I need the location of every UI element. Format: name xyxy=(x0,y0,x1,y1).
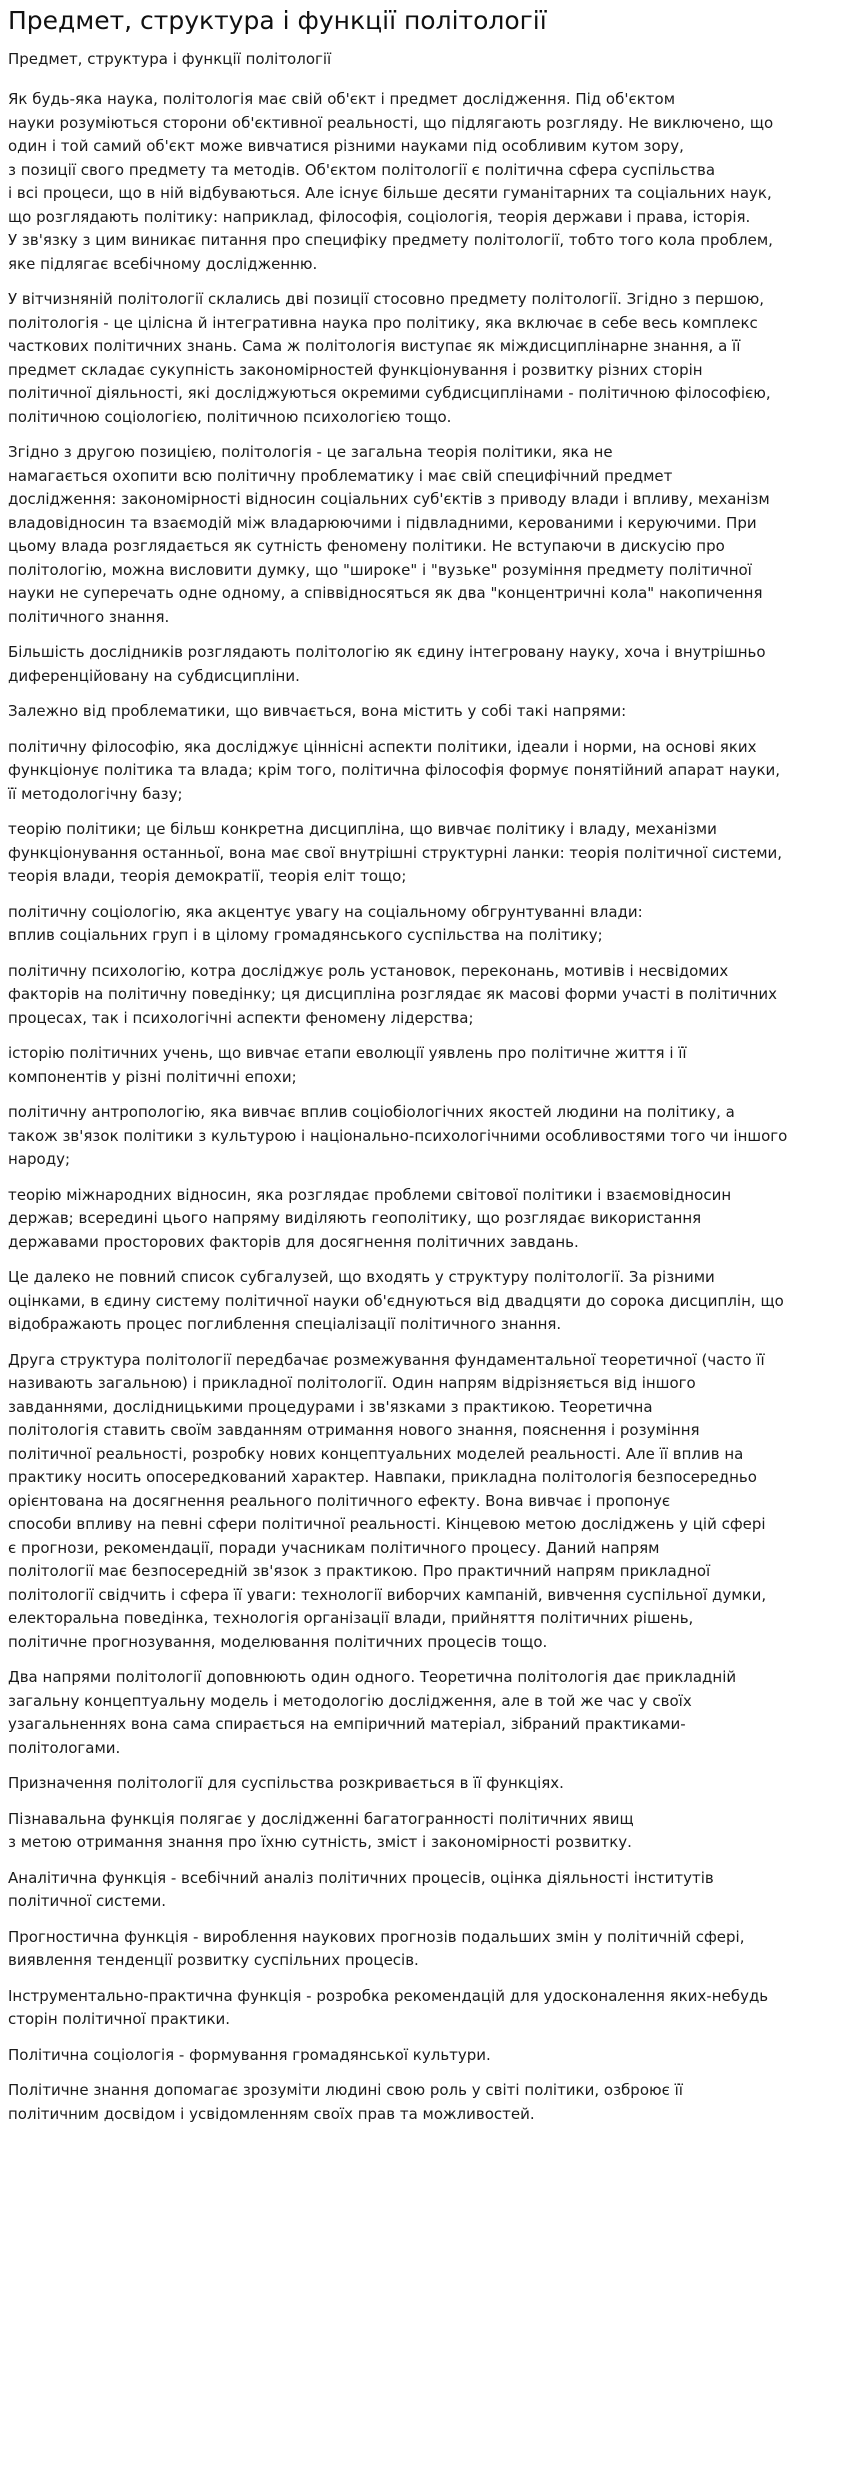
paragraph-international-relations: теорію міжнародних відносин, яка розглядає проблеми світової політики і взаємовідносин держав; всередині цього напряму виділяють геополітику, що розглядає використання державами просторових факторів для досягнення політичних завдань. xyxy=(8,1185,732,1251)
page-title: Предмет, структура і функції політології xyxy=(8,6,547,35)
article-subtitle: Предмет, структура і функції політології xyxy=(8,50,332,68)
paragraph-integrated-science: Більшість дослідників розглядають політологію як єдину інтегровану науку, хоча і внутрішньо диференційовану на субдисципліни. xyxy=(8,643,766,685)
paragraph-theory-of-politics: теорію політики; це більш конкретна дисципліна, що вивчає політику і владу, механізми функціонування останньої, вона має свої внутрішні структурні ланки: теорія політичної системи, теорія влади, теорія демократії, теорія еліт тощо; xyxy=(8,820,783,885)
paragraph-instrumental-function: Інструментально-практична функція - розробка рекомендацій для удосконалення яких-небудь сторін політичної практики. xyxy=(8,1986,769,2028)
paragraph-object-of-science: Як будь-яка наука, політологія має свій об'єкт і предмет дослідження. Під об'єктом науки розуміються сторони об'єктивної реальності, що підлягають розгляду. Не виключено, що один і той самий об'єкт може вивчатися різними науками під особливим кутом зору, з позиції свого предмету та методів. Об'єктом політології є політична сфера суспільства і всі процеси, що в ній відбуваються. Але існує більше десяти гуманітарних та соціальних наук, що розглядають політику: наприклад, філософія, соціологія, теорія держави і права, історія. У зв'язку з цим виникає питання про специфіку предмету політології, тобто того кола проблем, яке підлягає всебічному дослідженню. xyxy=(8,90,774,273)
paragraph-directions-intro: Залежно від проблематики, що вивчається, вона містить у собі такі напрями: xyxy=(8,702,627,720)
paragraph-political-anthropology: політичну антропологію, яка вивчає вплив соціобіологічних якостей людини на політику, а також зв'язок політики з культурою і національно-психологічними особливостями того чи іншого народу; xyxy=(8,1103,788,1168)
paragraph-subfields-list: Це далеко не повний список субгалузей, що входять у структуру політології. За різними оцінками, в єдину систему політичної науки об'єднуються від двадцяти до сорока дисциплін, що відображають процес поглиблення спеціалізації політичного знання. xyxy=(8,1268,784,1333)
paragraph-history-of-teachings: історію політичних учень, що вивчає етапи еволюції уявлень про політичне життя і її компонентів у різні політичні епохи; xyxy=(8,1044,687,1086)
paragraph-first-position: У вітчизняній політології склались дві позиції стосовно предмету політології. Згідно з першою, політологія - це цілісна й інтегративна наука про політику, яка включає в себе весь комплекс часткових політичних знань. Сама ж політологія виступає як міждисциплінарне знання, а її предмет складає сукупність закономірностей функціонування і розвитку різних сторін політичної діяльності, які досліджуються окремими субдисциплінами - політичною філософією, політичною соціологією, політичною психологією тощо. xyxy=(8,290,771,426)
paragraph-second-position: Згідно з другою позицією, політологія - це загальна теорія політики, яка не намагається охопити всю політичну проблематику і має свій специфічний предмет дослідження: закономірності відносин соціальних суб'єктів з приводу влади і впливу, механізм владовідносин та взаємодій між владарюючими і підвладними, керованими і керуючими. При цьому влада розглядається як сутність феномену політики. Не вступаючи в дискусію про політологію, можна висловити думку, що "широке" і "вузьке" розуміння предмету політичної науки не суперечать одне одному, а співвідносяться як два "концентричні кола" накопичення політичного знання. xyxy=(8,443,770,626)
paragraph-analytical-function: Аналітична функція - всебічний аналіз політичних процесів, оцінка діяльності інститутів політичної системи. xyxy=(8,1868,714,1910)
paragraph-purpose: Призначення політології для суспільства розкривається в її функціях. xyxy=(8,1774,564,1792)
paragraph-political-philosophy: політичну філософію, яка досліджує ціннісні аспекти політики, ідеали і норми, на основі яких функціонує політика та влада; крім того, політична філософія формує понятійний апарат науки, її методологічну базу; xyxy=(8,737,781,803)
paragraph-political-knowledge: Політичне знання допомагає зрозуміти людині свою роль у світі політики, озброює її політичним досвідом і усвідомленням своїх прав та можливостей. xyxy=(8,2081,683,2123)
paragraph-second-structure: Друга структура політології передбачає розмежування фундаментальної теоретичної (часто її називають загальною) і прикладної політології. Один напрям відрізняється від іншого завданнями, дослідницькими процедурами і зв'язками з практикою. Теоретична політологія ставить своїм завданням отримання нового знання, пояснення і розуміння політичної реальності, розробку нових концептуальних моделей реальності. Але її вплив на практику носить опосередкований характер. Навпаки, прикладна політологія безпосередньо орієнтована на досягнення реального політичного ефекту. Вона вивчає і пропонує способи впливу на певні сфери політичної реальності. Кінцевою метою досліджень у цій сфері є прогнози, рекомендації, поради учасникам політичного процесу. Даний напрям політології має безпосередній зв'язок з практикою. Про практичний напрям прикладної політології свідчить і сфера її уваги: технології виборчих кампаній, вивчення суспільної думки, електоральна поведінка, технологія організації влади, прийняття політичних рішень, політичне прогнозування, моделювання політичних процесів тощо. xyxy=(8,1350,767,1651)
paragraph-political-socialization: Політична соціологія - формування громадянської культури. xyxy=(8,2045,491,2064)
paragraph-cognitive-function: Пізнавальна функція полягає у дослідженні багатогранності політичних явищ з метою отримання знання про їхню сутність, зміст і закономірності розвитку. xyxy=(8,1809,634,1851)
paragraph-two-directions: Два напрями політології доповнюють один одного. Теоретична політологія дає прикладній загальну концептуальну модель і методологію дослідження, але в той же час у своїх узагальненнях вона сама спирається на емпіричний матеріал, зібраний практиками- політологами. xyxy=(8,1668,737,1757)
paragraph-political-sociology: політичну соціологію, яка акцентує увагу на соціальному обгрунтуванні влади: вплив соціальних груп і в цілому громадянського суспільства на політику; xyxy=(8,902,643,944)
paragraph-political-psychology: політичну психологію, котра досліджує роль установок, переконань, мотивів і несвідомих факторів на політичну поведінку; ця дисципліна розглядає як масові форми участі в політичних процесах, так і психологічні аспекти феномену лідерства; xyxy=(8,961,778,1027)
paragraph-prognostic-function: Прогностична функція - вироблення наукових прогнозів подальших змін у політичній сфері, виявлення тенденції розвитку суспільних процесів. xyxy=(8,1927,745,1969)
